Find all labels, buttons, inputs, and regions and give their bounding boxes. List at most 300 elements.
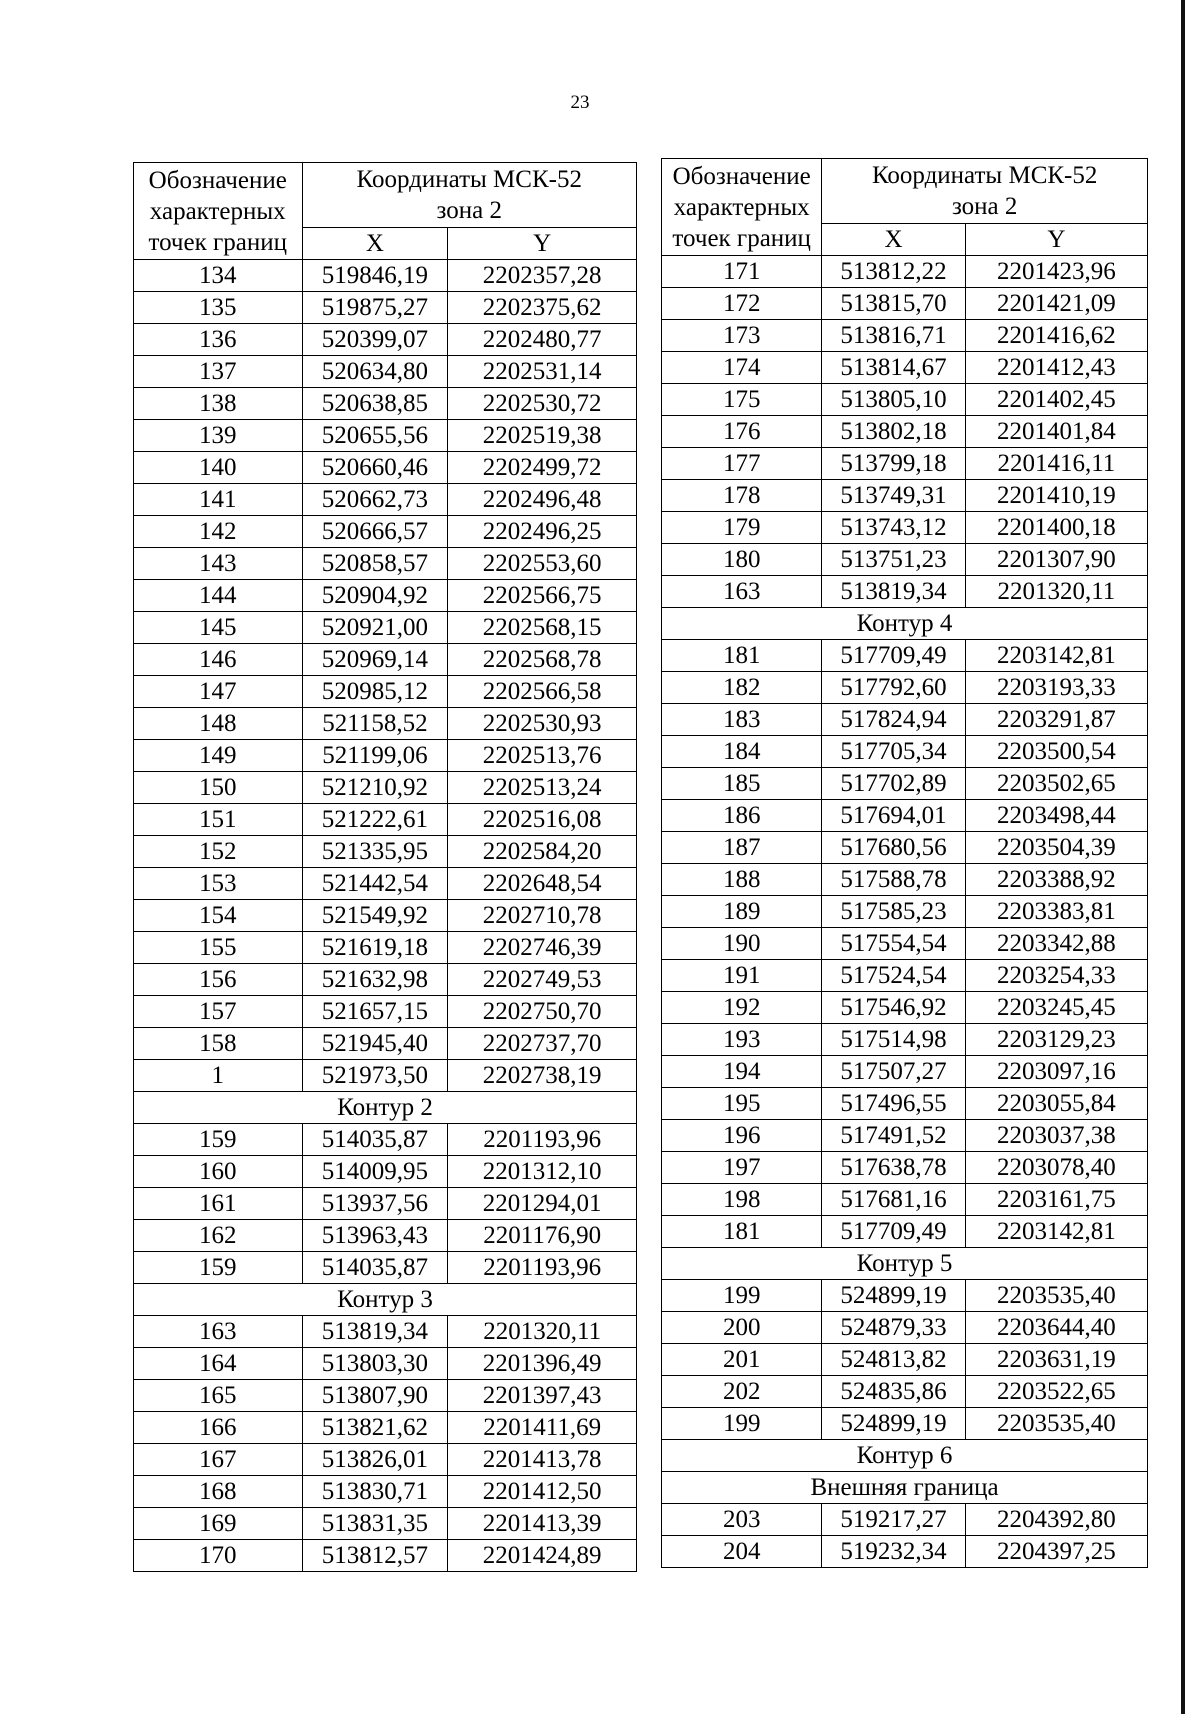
point-cell: 140 [134, 452, 303, 484]
point-cell: 198 [662, 1184, 822, 1216]
x-coordinate-cell: 513812,57 [302, 1540, 448, 1572]
y-coordinate-cell: 2203535,40 [965, 1408, 1147, 1440]
table-row [662, 1024, 1148, 1056]
table-row [662, 960, 1148, 992]
point-cell: 203 [662, 1504, 822, 1536]
point-cell: 150 [134, 772, 303, 804]
x-coordinate-cell: 520655,56 [302, 420, 448, 452]
point-cell: 204 [662, 1536, 822, 1568]
table-row [134, 1124, 637, 1156]
table-row [662, 1216, 1148, 1248]
point-cell: 146 [134, 644, 303, 676]
y-coordinate-cell: 2203078,40 [965, 1152, 1147, 1184]
y-coordinate-cell: 2202513,76 [448, 740, 637, 772]
table-row [134, 420, 637, 452]
x-coordinate-cell: 517694,01 [822, 800, 965, 832]
x-coordinate-cell: 521973,50 [302, 1060, 448, 1092]
y-coordinate-cell: 2201424,89 [448, 1540, 637, 1572]
x-coordinate-cell: 517507,27 [822, 1056, 965, 1088]
table-row [134, 484, 637, 516]
y-coordinate-cell: 2202566,75 [448, 580, 637, 612]
point-cell: 170 [134, 1540, 303, 1572]
x-coordinate-cell: 517554,54 [822, 928, 965, 960]
table-row [134, 1028, 637, 1060]
point-cell: 193 [662, 1024, 822, 1056]
x-coordinate-cell: 513805,10 [822, 384, 965, 416]
table-row [134, 1508, 637, 1540]
table-row [662, 416, 1148, 448]
x-coordinate-cell: 521657,15 [302, 996, 448, 1028]
point-cell: 159 [134, 1124, 303, 1156]
point-cell: 196 [662, 1120, 822, 1152]
x-coordinate-cell: 520638,85 [302, 388, 448, 420]
table-row [662, 512, 1148, 544]
point-cell: 199 [662, 1408, 822, 1440]
y-coordinate-cell: 2202568,15 [448, 612, 637, 644]
table-row [662, 992, 1148, 1024]
table-row [662, 640, 1148, 672]
y-coordinate-cell: 2201312,10 [448, 1156, 637, 1188]
table-body-left [134, 260, 637, 1572]
section-row [134, 1092, 637, 1124]
table-row [662, 1088, 1148, 1120]
x-coordinate-cell: 517702,89 [822, 768, 965, 800]
y-coordinate-cell: 2201413,78 [448, 1444, 637, 1476]
header-y: Y [448, 228, 637, 260]
point-cell: 144 [134, 580, 303, 612]
coordinates-table-right [661, 158, 1148, 1568]
x-coordinate-cell: 524835,86 [822, 1376, 965, 1408]
x-coordinate-cell: 521945,40 [302, 1028, 448, 1060]
y-coordinate-cell: 2203161,75 [965, 1184, 1147, 1216]
y-coordinate-cell: 2203631,19 [965, 1344, 1147, 1376]
page-edge-line [1181, 0, 1185, 1714]
point-cell: 163 [134, 1316, 303, 1348]
y-coordinate-cell: 2201400,18 [965, 512, 1147, 544]
point-cell: 157 [134, 996, 303, 1028]
header-x: X [302, 228, 448, 260]
point-cell: 187 [662, 832, 822, 864]
point-cell: 175 [662, 384, 822, 416]
y-coordinate-cell: 2201401,84 [965, 416, 1147, 448]
table-row [134, 1316, 637, 1348]
point-cell: 138 [134, 388, 303, 420]
table-row [662, 896, 1148, 928]
y-coordinate-cell: 2202516,08 [448, 804, 637, 836]
y-coordinate-cell: 2202553,60 [448, 548, 637, 580]
y-coordinate-cell: 2202568,78 [448, 644, 637, 676]
x-coordinate-cell: 517491,52 [822, 1120, 965, 1152]
y-coordinate-cell: 2203142,81 [965, 640, 1147, 672]
x-coordinate-cell: 517824,94 [822, 704, 965, 736]
table-row [662, 288, 1148, 320]
x-coordinate-cell: 520666,57 [302, 516, 448, 548]
point-cell: 1 [134, 1060, 303, 1092]
table-row [134, 548, 637, 580]
x-coordinate-cell: 519217,27 [822, 1504, 965, 1536]
point-cell: 143 [134, 548, 303, 580]
x-coordinate-cell: 513751,23 [822, 544, 965, 576]
y-coordinate-cell: 2202584,20 [448, 836, 637, 868]
y-coordinate-cell: 2203502,65 [965, 768, 1147, 800]
table-row [662, 1280, 1148, 1312]
y-coordinate-cell: 2202496,25 [448, 516, 637, 548]
table-row [134, 964, 637, 996]
table-row [134, 516, 637, 548]
x-coordinate-cell: 517681,16 [822, 1184, 965, 1216]
point-cell: 162 [134, 1220, 303, 1252]
table-row [662, 480, 1148, 512]
section-label: Контур 5 [662, 1248, 1148, 1280]
x-coordinate-cell: 513826,01 [302, 1444, 448, 1476]
point-cell: 181 [662, 1216, 822, 1248]
x-coordinate-cell: 520969,14 [302, 644, 448, 676]
y-coordinate-cell: 2202357,28 [448, 260, 637, 292]
point-cell: 202 [662, 1376, 822, 1408]
x-coordinate-cell: 520985,12 [302, 676, 448, 708]
point-cell: 200 [662, 1312, 822, 1344]
point-cell: 149 [134, 740, 303, 772]
y-coordinate-cell: 2203522,65 [965, 1376, 1147, 1408]
point-cell: 184 [662, 736, 822, 768]
y-coordinate-cell: 2201397,43 [448, 1380, 637, 1412]
table-row [662, 1536, 1148, 1568]
x-coordinate-cell: 517585,23 [822, 896, 965, 928]
y-coordinate-cell: 2201412,43 [965, 352, 1147, 384]
point-cell: 195 [662, 1088, 822, 1120]
table-row [134, 1060, 637, 1092]
x-coordinate-cell: 520399,07 [302, 324, 448, 356]
y-coordinate-cell: 2201416,62 [965, 320, 1147, 352]
table-row [134, 1380, 637, 1412]
y-coordinate-cell: 2203535,40 [965, 1280, 1147, 1312]
point-cell: 135 [134, 292, 303, 324]
x-coordinate-cell: 513937,56 [302, 1188, 448, 1220]
point-cell: 154 [134, 900, 303, 932]
table-row [662, 320, 1148, 352]
point-cell: 167 [134, 1444, 303, 1476]
x-coordinate-cell: 513819,34 [822, 576, 965, 608]
table-row [134, 260, 637, 292]
section-label: Контур 4 [662, 608, 1148, 640]
y-coordinate-cell: 2202530,72 [448, 388, 637, 420]
table-row [134, 772, 637, 804]
table-row [134, 740, 637, 772]
point-cell: 136 [134, 324, 303, 356]
section-label: Контур 3 [134, 1284, 637, 1316]
point-cell: 180 [662, 544, 822, 576]
y-coordinate-cell: 2203245,45 [965, 992, 1147, 1024]
y-coordinate-cell: 2202750,70 [448, 996, 637, 1028]
table-row [662, 672, 1148, 704]
header-x: X [822, 224, 965, 256]
y-coordinate-cell: 2203500,54 [965, 736, 1147, 768]
y-coordinate-cell: 2202710,78 [448, 900, 637, 932]
table-row [662, 928, 1148, 960]
x-coordinate-cell: 521158,52 [302, 708, 448, 740]
point-cell: 139 [134, 420, 303, 452]
table-row [134, 996, 637, 1028]
point-cell: 176 [662, 416, 822, 448]
y-coordinate-cell: 2202648,54 [448, 868, 637, 900]
x-coordinate-cell: 520904,92 [302, 580, 448, 612]
x-coordinate-cell: 513807,90 [302, 1380, 448, 1412]
y-coordinate-cell: 2203129,23 [965, 1024, 1147, 1056]
x-coordinate-cell: 514035,87 [302, 1252, 448, 1284]
y-coordinate-cell: 2203504,39 [965, 832, 1147, 864]
y-coordinate-cell: 2202480,77 [448, 324, 637, 356]
table-row [134, 580, 637, 612]
table-row [134, 676, 637, 708]
point-cell: 156 [134, 964, 303, 996]
header-y: Y [965, 224, 1147, 256]
y-coordinate-cell: 2203037,38 [965, 1120, 1147, 1152]
table-row [662, 768, 1148, 800]
y-coordinate-cell: 2203097,16 [965, 1056, 1147, 1088]
x-coordinate-cell: 517792,60 [822, 672, 965, 704]
point-cell: 165 [134, 1380, 303, 1412]
point-cell: 158 [134, 1028, 303, 1060]
x-coordinate-cell: 520921,00 [302, 612, 448, 644]
y-coordinate-cell: 2204397,25 [965, 1536, 1147, 1568]
table-row [662, 384, 1148, 416]
section-row [662, 1472, 1148, 1504]
y-coordinate-cell: 2202746,39 [448, 932, 637, 964]
x-coordinate-cell: 513819,34 [302, 1316, 448, 1348]
point-cell: 159 [134, 1252, 303, 1284]
y-coordinate-cell: 2201193,96 [448, 1252, 637, 1284]
header-point-designation: Обозначение характерных точек границ [134, 163, 303, 260]
point-cell: 182 [662, 672, 822, 704]
y-coordinate-cell: 2202738,19 [448, 1060, 637, 1092]
table-row [134, 900, 637, 932]
table-row [662, 1408, 1148, 1440]
x-coordinate-cell: 521549,92 [302, 900, 448, 932]
x-coordinate-cell: 521442,54 [302, 868, 448, 900]
y-coordinate-cell: 2203383,81 [965, 896, 1147, 928]
y-coordinate-cell: 2203388,92 [965, 864, 1147, 896]
point-cell: 186 [662, 800, 822, 832]
table-row [662, 704, 1148, 736]
point-cell: 171 [662, 256, 822, 288]
table-row [662, 800, 1148, 832]
x-coordinate-cell: 521335,95 [302, 836, 448, 868]
point-cell: 185 [662, 768, 822, 800]
y-coordinate-cell: 2201396,49 [448, 1348, 637, 1380]
y-coordinate-cell: 2203055,84 [965, 1088, 1147, 1120]
x-coordinate-cell: 520660,46 [302, 452, 448, 484]
header-point-designation: Обозначение характерных точек границ [662, 159, 822, 256]
x-coordinate-cell: 524899,19 [822, 1280, 965, 1312]
x-coordinate-cell: 513799,18 [822, 448, 965, 480]
table-body-right [662, 256, 1148, 1568]
y-coordinate-cell: 2201307,90 [965, 544, 1147, 576]
point-cell: 168 [134, 1476, 303, 1508]
y-coordinate-cell: 2202566,58 [448, 676, 637, 708]
x-coordinate-cell: 517709,49 [822, 1216, 965, 1248]
table-row [134, 868, 637, 900]
x-coordinate-cell: 521210,92 [302, 772, 448, 804]
table-row [134, 1540, 637, 1572]
point-cell: 181 [662, 640, 822, 672]
table-row [662, 1344, 1148, 1376]
x-coordinate-cell: 513830,71 [302, 1476, 448, 1508]
y-coordinate-cell: 2201416,11 [965, 448, 1147, 480]
table-row [134, 644, 637, 676]
point-cell: 173 [662, 320, 822, 352]
point-cell: 177 [662, 448, 822, 480]
y-coordinate-cell: 2201412,50 [448, 1476, 637, 1508]
y-coordinate-cell: 2201320,11 [448, 1316, 637, 1348]
point-cell: 161 [134, 1188, 303, 1220]
table-row [662, 864, 1148, 896]
x-coordinate-cell: 521222,61 [302, 804, 448, 836]
table-row [134, 1476, 637, 1508]
x-coordinate-cell: 521632,98 [302, 964, 448, 996]
x-coordinate-cell: 521619,18 [302, 932, 448, 964]
y-coordinate-cell: 2203142,81 [965, 1216, 1147, 1248]
x-coordinate-cell: 520858,57 [302, 548, 448, 580]
point-cell: 163 [662, 576, 822, 608]
header-coordinates-title: Координаты МСК-52 зона 2 [822, 159, 1148, 224]
y-coordinate-cell: 2202499,72 [448, 452, 637, 484]
point-cell: 179 [662, 512, 822, 544]
y-coordinate-cell: 2202749,53 [448, 964, 637, 996]
point-cell: 178 [662, 480, 822, 512]
point-cell: 147 [134, 676, 303, 708]
x-coordinate-cell: 517638,78 [822, 1152, 965, 1184]
x-coordinate-cell: 519232,34 [822, 1536, 965, 1568]
x-coordinate-cell: 513812,22 [822, 256, 965, 288]
point-cell: 134 [134, 260, 303, 292]
table-row [662, 256, 1148, 288]
table-row [134, 932, 637, 964]
point-cell: 164 [134, 1348, 303, 1380]
table-row [134, 1156, 637, 1188]
point-cell: 160 [134, 1156, 303, 1188]
point-cell: 152 [134, 836, 303, 868]
table-row [134, 452, 637, 484]
x-coordinate-cell: 520634,80 [302, 356, 448, 388]
point-cell: 191 [662, 960, 822, 992]
section-row [662, 1248, 1148, 1280]
table-row [134, 388, 637, 420]
table-row [662, 576, 1148, 608]
table-row [134, 324, 637, 356]
x-coordinate-cell: 524813,82 [822, 1344, 965, 1376]
table-row [662, 1120, 1148, 1152]
y-coordinate-cell: 2201410,19 [965, 480, 1147, 512]
table-row [662, 736, 1148, 768]
x-coordinate-cell: 513803,30 [302, 1348, 448, 1380]
section-row [662, 608, 1148, 640]
x-coordinate-cell: 513749,31 [822, 480, 965, 512]
x-coordinate-cell: 524899,19 [822, 1408, 965, 1440]
table-row [134, 1444, 637, 1476]
point-cell: 151 [134, 804, 303, 836]
y-coordinate-cell: 2202519,38 [448, 420, 637, 452]
y-coordinate-cell: 2202513,24 [448, 772, 637, 804]
table-row [662, 1312, 1148, 1344]
coordinates-table-left [133, 162, 637, 1572]
table-row [662, 544, 1148, 576]
y-coordinate-cell: 2203644,40 [965, 1312, 1147, 1344]
x-coordinate-cell: 524879,33 [822, 1312, 965, 1344]
y-coordinate-cell: 2201411,69 [448, 1412, 637, 1444]
point-cell: 199 [662, 1280, 822, 1312]
y-coordinate-cell: 2202496,48 [448, 484, 637, 516]
point-cell: 172 [662, 288, 822, 320]
x-coordinate-cell: 521199,06 [302, 740, 448, 772]
x-coordinate-cell: 517680,56 [822, 832, 965, 864]
x-coordinate-cell: 520662,73 [302, 484, 448, 516]
x-coordinate-cell: 517514,98 [822, 1024, 965, 1056]
x-coordinate-cell: 513831,35 [302, 1508, 448, 1540]
x-coordinate-cell: 517705,34 [822, 736, 965, 768]
x-coordinate-cell: 514035,87 [302, 1124, 448, 1156]
table-row [134, 1348, 637, 1380]
table-row [134, 836, 637, 868]
y-coordinate-cell: 2201294,01 [448, 1188, 637, 1220]
x-coordinate-cell: 517496,55 [822, 1088, 965, 1120]
y-coordinate-cell: 2201402,45 [965, 384, 1147, 416]
table-row [134, 708, 637, 740]
point-cell: 201 [662, 1344, 822, 1376]
table-row [662, 1184, 1148, 1216]
table-row [134, 1188, 637, 1220]
point-cell: 141 [134, 484, 303, 516]
y-coordinate-cell: 2203193,33 [965, 672, 1147, 704]
table-row [662, 352, 1148, 384]
table-row [134, 1252, 637, 1284]
y-coordinate-cell: 2201176,90 [448, 1220, 637, 1252]
point-cell: 137 [134, 356, 303, 388]
table-row [134, 1220, 637, 1252]
table-row [134, 292, 637, 324]
x-coordinate-cell: 514009,95 [302, 1156, 448, 1188]
x-coordinate-cell: 517588,78 [822, 864, 965, 896]
x-coordinate-cell: 513816,71 [822, 320, 965, 352]
y-coordinate-cell: 2201193,96 [448, 1124, 637, 1156]
section-row [134, 1284, 637, 1316]
header-coordinates-title: Координаты МСК-52 зона 2 [302, 163, 637, 228]
table-row [662, 1056, 1148, 1088]
point-cell: 192 [662, 992, 822, 1024]
y-coordinate-cell: 2201421,09 [965, 288, 1147, 320]
table-row [134, 612, 637, 644]
y-coordinate-cell: 2201413,39 [448, 1508, 637, 1540]
y-coordinate-cell: 2203254,33 [965, 960, 1147, 992]
table-row [662, 1376, 1148, 1408]
section-label: Внешняя граница [662, 1472, 1148, 1504]
point-cell: 145 [134, 612, 303, 644]
x-coordinate-cell: 513815,70 [822, 288, 965, 320]
point-cell: 188 [662, 864, 822, 896]
y-coordinate-cell: 2204392,80 [965, 1504, 1147, 1536]
point-cell: 183 [662, 704, 822, 736]
section-row [662, 1440, 1148, 1472]
point-cell: 153 [134, 868, 303, 900]
point-cell: 142 [134, 516, 303, 548]
x-coordinate-cell: 517709,49 [822, 640, 965, 672]
x-coordinate-cell: 513963,43 [302, 1220, 448, 1252]
y-coordinate-cell: 2202530,93 [448, 708, 637, 740]
table-row [662, 1504, 1148, 1536]
table-row [662, 1152, 1148, 1184]
x-coordinate-cell: 517524,54 [822, 960, 965, 992]
x-coordinate-cell: 513814,67 [822, 352, 965, 384]
x-coordinate-cell: 519846,19 [302, 260, 448, 292]
